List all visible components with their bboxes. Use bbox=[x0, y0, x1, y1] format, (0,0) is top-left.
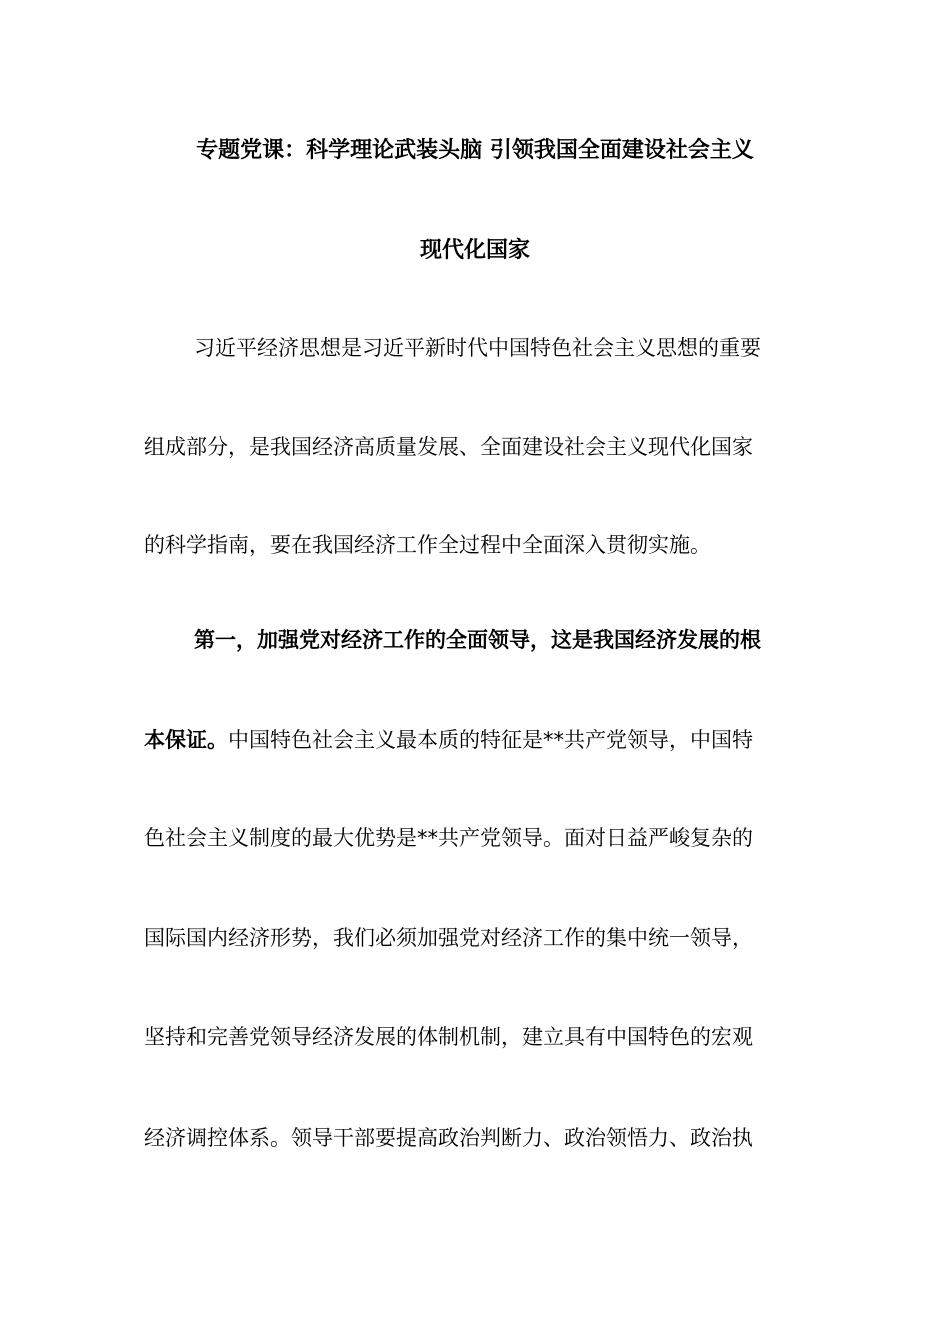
section-1-heading-line-2: 本保证。 bbox=[144, 728, 228, 752]
intro-line-3: 的科学指南，要在我国经济工作全过程中全面深入贯彻实施。 bbox=[144, 533, 711, 557]
intro-line-1: 习近平经济思想是习近平新时代中国特色社会主义思想的重要 bbox=[194, 336, 761, 360]
section-1-line-5: 坚持和完善党领导经济发展的体制机制，建立具有中国特色的宏观 bbox=[144, 1025, 753, 1049]
section-1-body-line-2: 中国特色社会主义最本质的特征是**共产党领导，中国特 bbox=[228, 728, 753, 752]
intro-line-2: 组成部分，是我国经济高质量发展、全面建设社会主义现代化国家 bbox=[144, 435, 753, 459]
title-line-1: 专题党课：科学理论武装头脑 引领我国全面建设社会主义 bbox=[196, 138, 754, 163]
section-1-line-3: 色社会主义制度的最大优势是**共产党领导。面对日益严峻复杂的 bbox=[144, 826, 753, 850]
section-1-line-4: 国际国内经济形势，我们必须加强党对经济工作的集中统一领导， bbox=[144, 926, 753, 950]
section-1-line-6: 经济调控体系。领导干部要提高政治判断力、政治领悟力、政治执 bbox=[144, 1126, 753, 1150]
section-1-heading-line-1: 第一，加强党对经济工作的全面领导，这是我国经济发展的根 bbox=[194, 628, 761, 652]
section-1-line-2 bbox=[144, 725, 804, 755]
title-line-2: 现代化国家 bbox=[419, 238, 530, 263]
